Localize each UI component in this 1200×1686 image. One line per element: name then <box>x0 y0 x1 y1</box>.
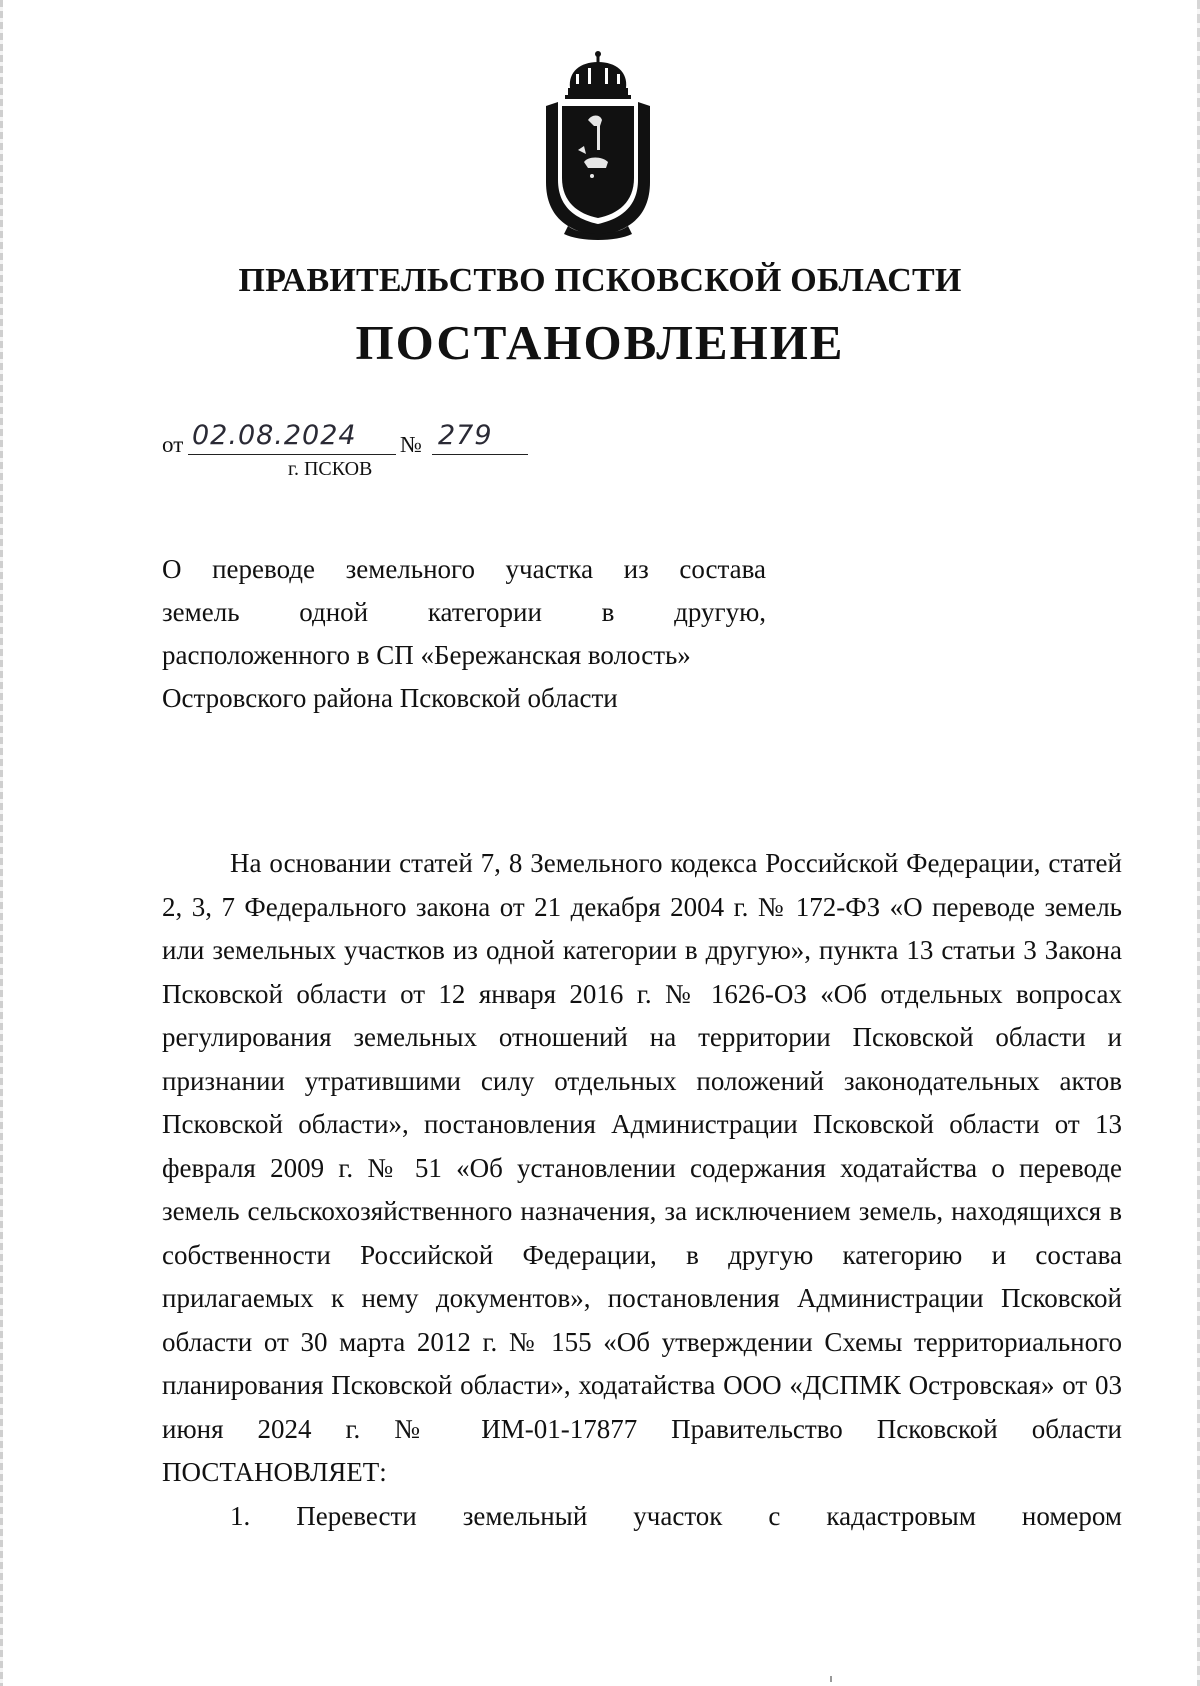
subject-line: земель одной категории в другую, <box>162 597 766 627</box>
handwritten-number: 279 <box>438 420 493 451</box>
subject-line: Островского района Псковской области <box>162 683 618 713</box>
organization-title: ПРАВИТЕЛЬСТВО ПСКОВСКОЙ ОБЛАСТИ <box>238 262 962 299</box>
subject-line: О переводе земельного участка из состава <box>162 554 766 584</box>
item-1-paragraph: 1. Перевести земельный участок с кадастровым номером <box>230 1500 1122 1531</box>
document-subject <box>162 548 766 720</box>
number-underline <box>432 454 528 455</box>
pskov-coat-of-arms-icon <box>528 50 668 240</box>
handwritten-date: 02.08.2024 <box>192 420 357 451</box>
scan-artifact <box>830 1676 832 1682</box>
number-prefix: № <box>400 432 422 457</box>
city-label: г. ПСКОВ <box>288 458 373 480</box>
preamble-paragraph: На основании статей 7, 8 Земельного кодекса Российской Федерации, статей 2, 3, 7 Федерального закона от 21 декабря 2004 г. № 172-ФЗ «О переводе земель или земельных участков из одной категории в другую», пункта 13 статьи 3 Закона Псковской области от 12 января 2016 г. № 1626-ОЗ «Об отдельных вопросах регулирования земельных отношений на территории Псковской области и признании утратившими силу отдельных положений законодательных актов Псковской области», постановления Администрации Псковской области от 13 февраля 2009 г. № 51 «Об установлении содержания ходатайства о переводе земель сельскохозяйственного назначения, за исключением земель, находящихся в собственности Российской Федерации, в другую категорию и состава прилагаемых к нему документов», постановления Администрации Псковской области от 30 марта 2012 г. № 155 «Об утверждении Схемы территориального планирования Псковской области», ходатайства ООО «ДСПМК Островская» от 03 июня 2024 г. № ИМ-01-17877 Правительство Псковской области ПОСТАНОВЛЯЕТ: <box>162 848 1122 1487</box>
registration-line <box>162 420 542 460</box>
scan-edge-left <box>0 0 3 1686</box>
document-type-title: ПОСТАНОВЛЕНИЕ <box>355 315 845 370</box>
document-body <box>162 842 1122 1538</box>
date-underline <box>188 454 396 455</box>
date-prefix: от <box>162 432 184 457</box>
subject-line: расположенного в СП «Бережанская волость» <box>162 640 691 670</box>
